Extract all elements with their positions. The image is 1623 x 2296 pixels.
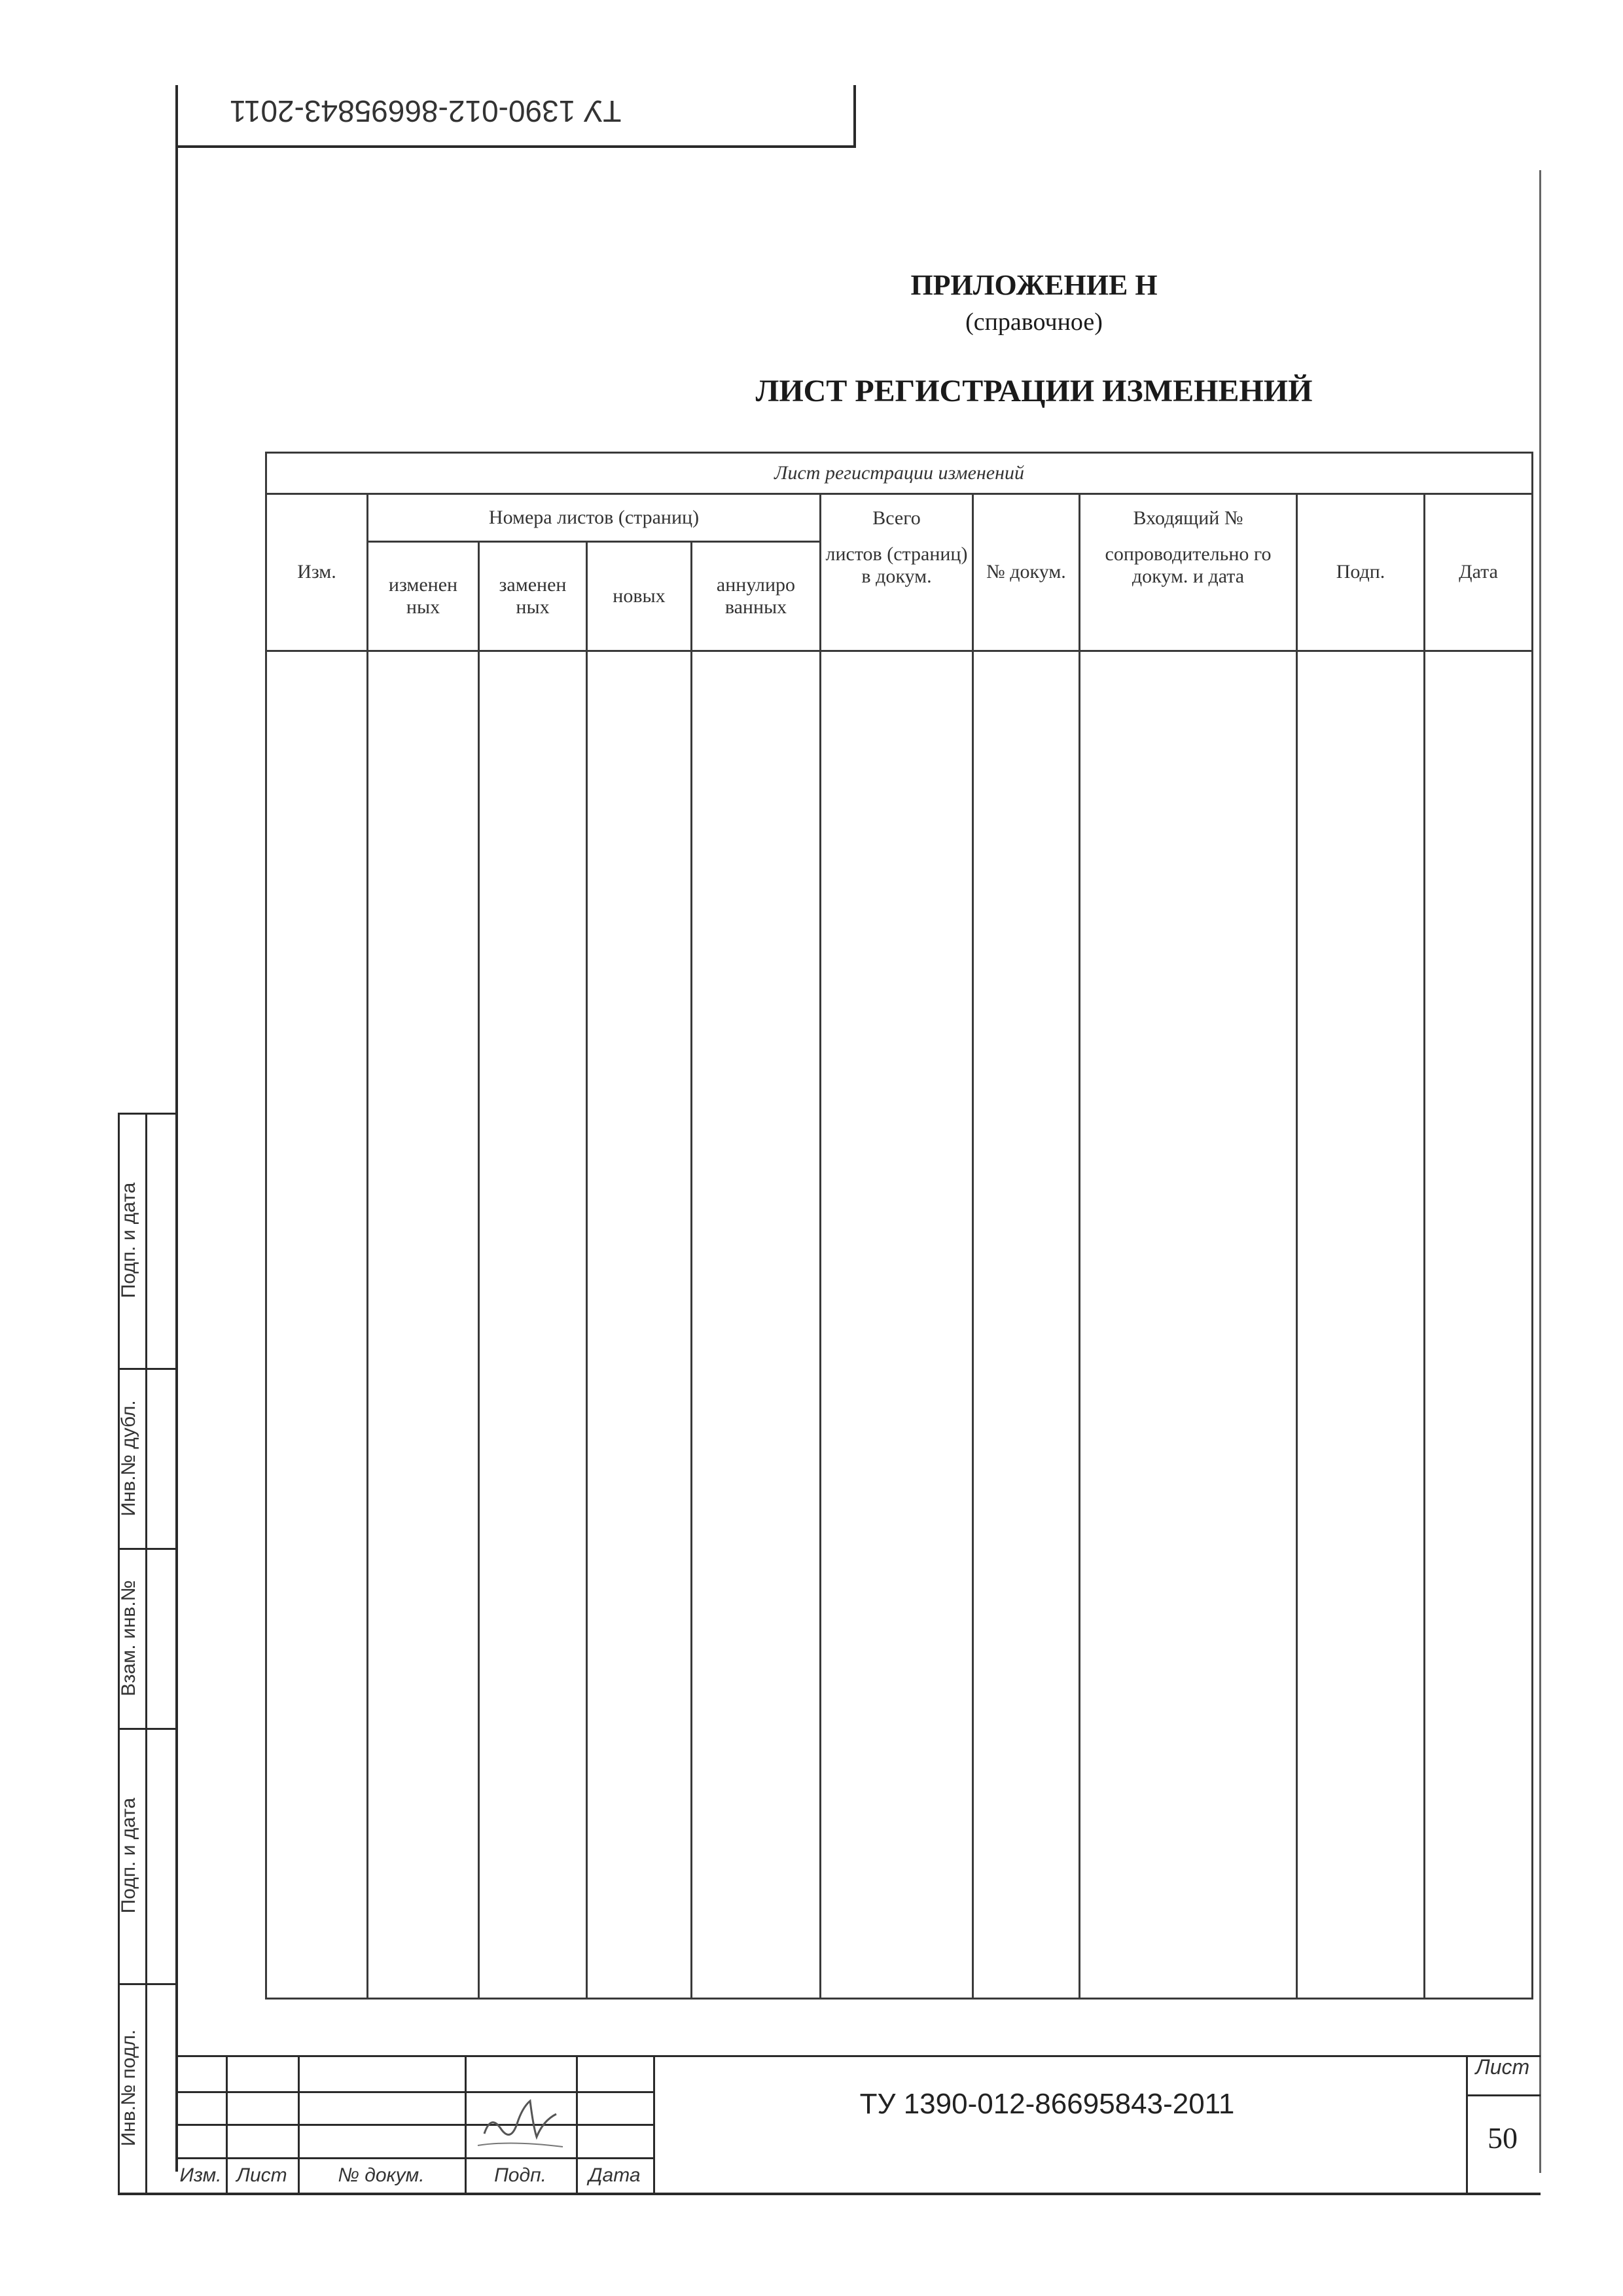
title-block-row1-line <box>175 2091 653 2093</box>
body-cell[interactable] <box>1080 651 1297 1999</box>
register-title: ЛИСТ РЕГИСТРАЦИИ ИЗМЕНЕНИЙ <box>755 374 1313 408</box>
margin-inner-line <box>145 1113 147 2194</box>
sheet-number: 50 <box>1488 2121 1518 2155</box>
sheet-label: Лист <box>1475 2055 1530 2079</box>
top-document-code: ТУ 1390-012-86695843-2011 <box>229 94 622 128</box>
body-cell[interactable] <box>1425 651 1533 1999</box>
header-replaced: заменен ных <box>479 542 587 651</box>
changes-register-table <box>265 452 1533 2000</box>
title-block-document-code: ТУ 1390-012-86695843-2011 <box>859 2088 1235 2120</box>
table-row <box>266 651 1533 1999</box>
header-sheet-numbers: Номера листов (страниц) <box>368 494 821 542</box>
header-total-bottom: листов (страниц) в докум. <box>821 542 973 651</box>
header-changed: изменен ных <box>368 542 479 651</box>
margin-label-inv-dubl: Инв.№ дубл. <box>118 1400 139 1516</box>
body-cell[interactable] <box>479 651 587 1999</box>
header-new: новых <box>587 542 692 651</box>
body-cell[interactable] <box>587 651 692 1999</box>
margin-label-podp-data-1: Подп. и дата <box>118 1182 139 1299</box>
body-cell[interactable] <box>692 651 821 1999</box>
table-caption: Лист регистрации изменений <box>266 453 1533 494</box>
frame-right-line <box>1539 170 1541 2173</box>
title-block-top-line <box>175 2055 1541 2057</box>
sheet-box-divider <box>1466 2094 1541 2096</box>
top-stamp-bottom-line <box>175 145 856 148</box>
title-block-list-label: Лист <box>236 2164 287 2186</box>
margin-top-line <box>118 1113 177 1115</box>
header-total-top: Всего <box>821 494 973 542</box>
margin-label-vzam-inv: Взам. инв.№ <box>118 1580 139 1696</box>
margin-label-podp-data-2: Подп. и дата <box>118 1797 139 1914</box>
frame-bottom-line <box>118 2193 1541 2195</box>
header-date: Дата <box>1425 494 1533 651</box>
margin-label-inv-podl: Инв.№ подл. <box>118 2029 139 2147</box>
title-block-izm-label: Изм. <box>179 2164 222 2186</box>
header-cancelled: аннулиро ванных <box>692 542 821 651</box>
top-stamp-right-line <box>853 85 856 148</box>
title-block-podp-label: Подп. <box>494 2164 546 2186</box>
frame-left-line <box>175 85 178 2172</box>
margin-divider-4 <box>118 1983 177 1985</box>
header-incoming-bottom: сопроводительно го докум. и дата <box>1080 542 1297 651</box>
appendix-title: ПРИЛОЖЕНИЕ Н <box>910 269 1158 301</box>
title-block-date-label: Дата <box>588 2164 641 2186</box>
body-cell[interactable] <box>1297 651 1425 1999</box>
header-incoming-top: Входящий № <box>1080 494 1297 542</box>
body-cell[interactable] <box>266 651 368 1999</box>
body-cell[interactable] <box>973 651 1080 1999</box>
body-cell[interactable] <box>821 651 973 1999</box>
margin-divider-3 <box>118 1728 177 1730</box>
header-izm: Изм. <box>266 494 368 651</box>
appendix-subtitle: (справочное) <box>965 308 1103 336</box>
header-doc-number: № докум. <box>973 494 1080 651</box>
header-signature: Подп. <box>1297 494 1425 651</box>
title-block-docnum-label: № докум. <box>338 2164 425 2186</box>
body-cell[interactable] <box>368 651 479 1999</box>
title-block-row2-line <box>175 2124 653 2126</box>
title-block-col-5 <box>653 2055 655 2194</box>
signature-mark <box>471 2088 569 2153</box>
